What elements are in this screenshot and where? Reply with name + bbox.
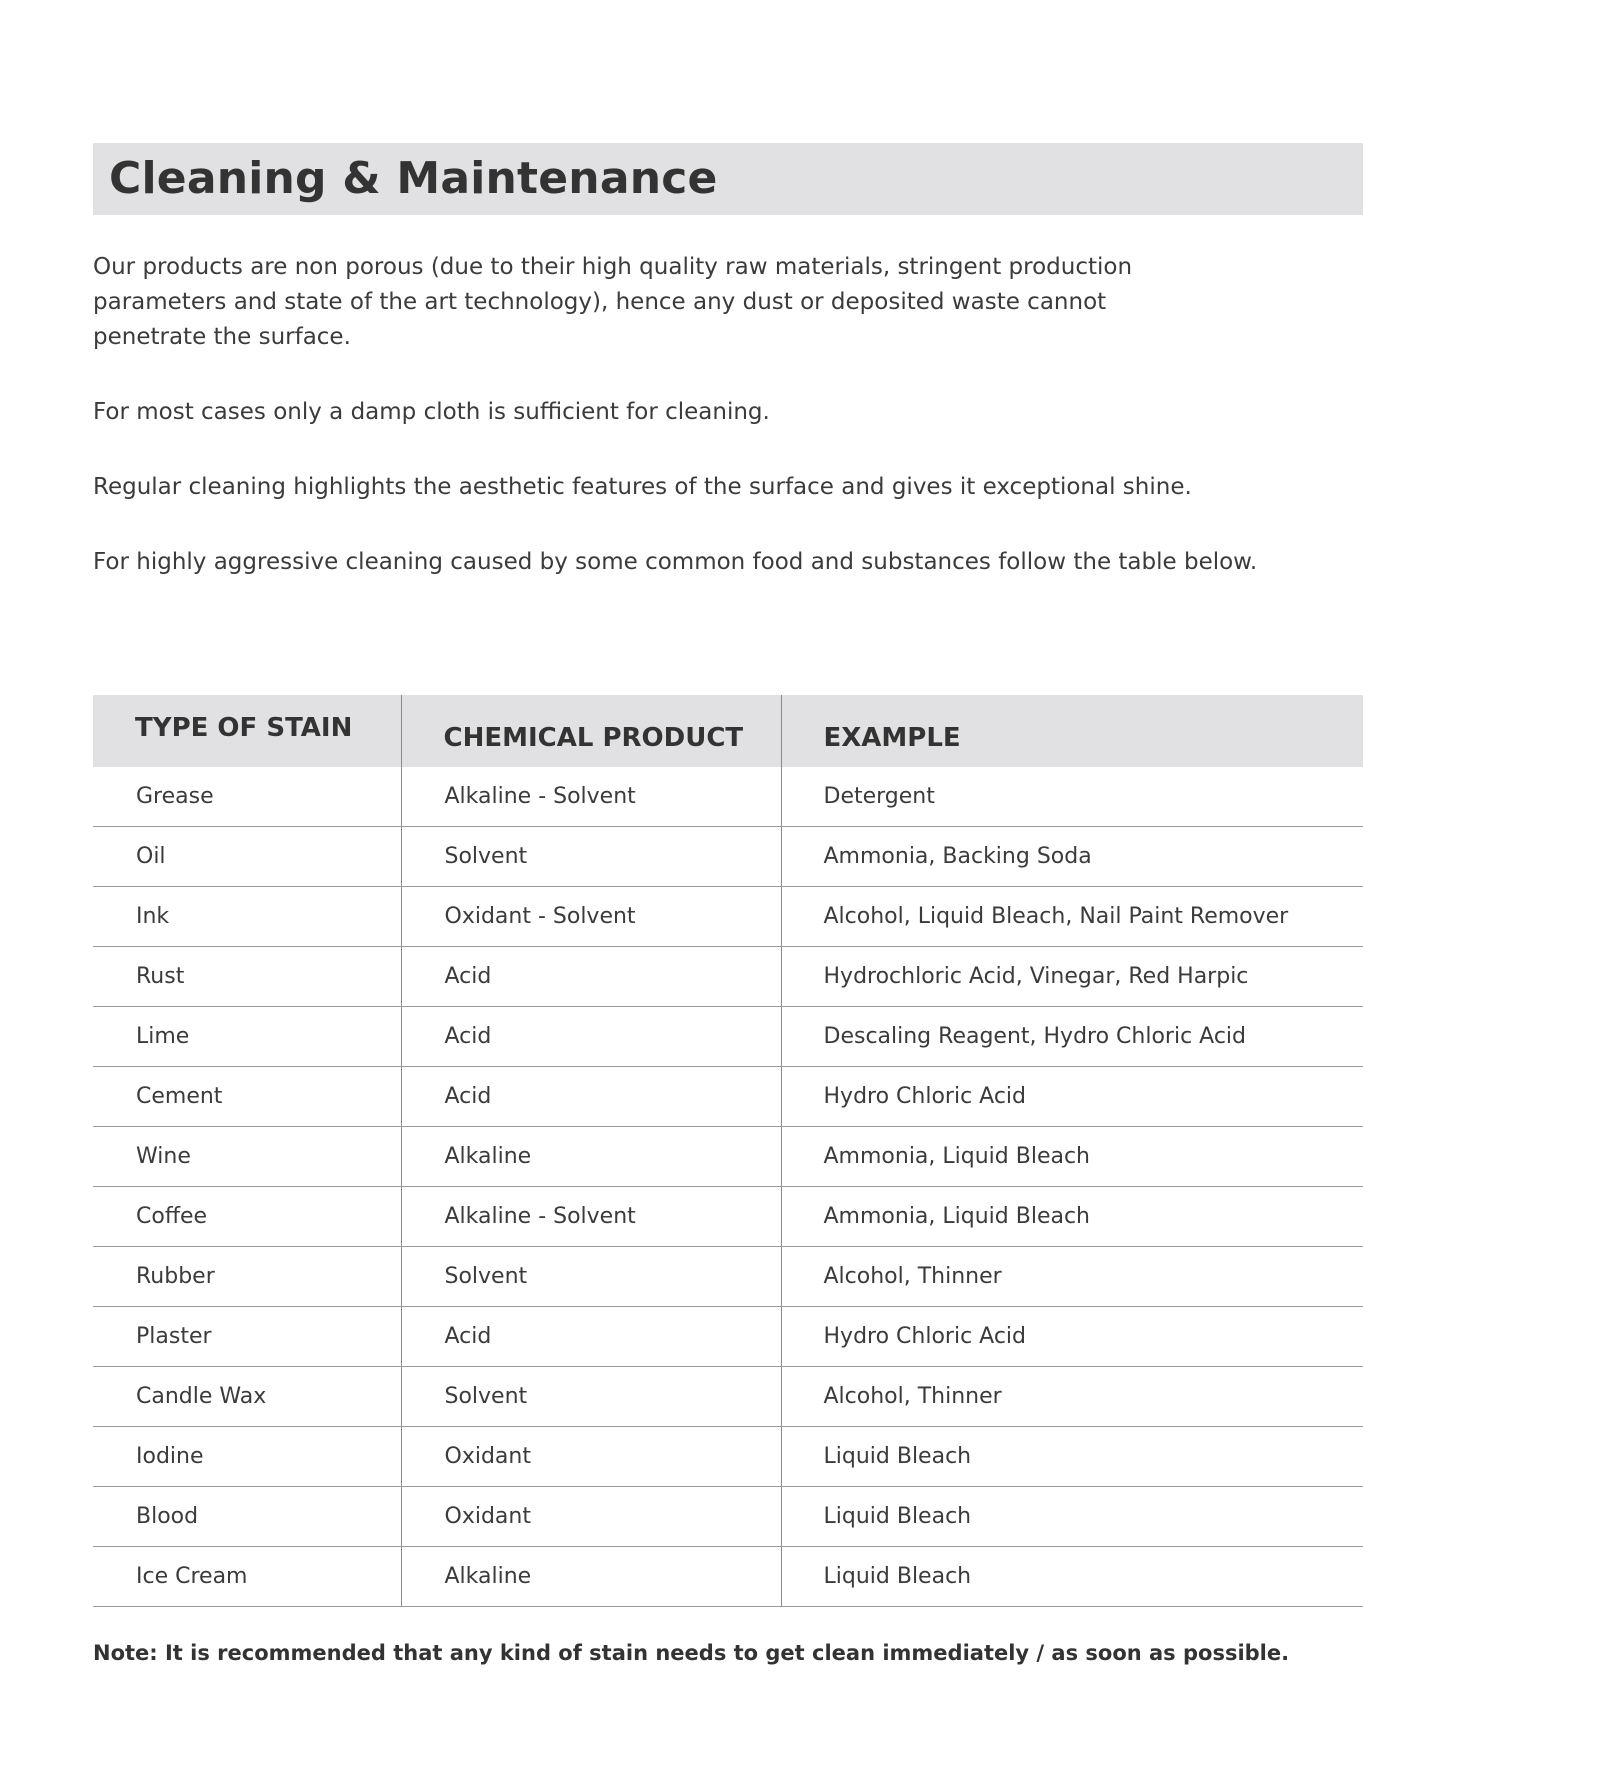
cell-example: Hydro Chloric Acid [781,1067,1363,1127]
table-row [93,1487,1363,1547]
table-row [93,1187,1363,1247]
cell-stain-type: Oil [93,827,401,887]
table-row [93,1547,1363,1607]
cell-chemical-product: Acid [401,947,781,1007]
cell-chemical-product: Acid [401,1307,781,1367]
cell-chemical-product: Alkaline - Solvent [401,1187,781,1247]
paragraph-regular-cleaning: Regular cleaning highlights the aesthetic features of the surface and gives it exceptional shine. [93,474,1192,500]
cell-example: Hydro Chloric Acid [781,1307,1363,1367]
table-row [93,1067,1363,1127]
header-example: EXAMPLE [823,723,961,753]
cell-chemical-product: Solvent [401,1367,781,1427]
cell-example: Liquid Bleach [781,1547,1363,1607]
cell-stain-type: Plaster [93,1307,401,1367]
cell-chemical-product: Alkaline - Solvent [401,767,781,827]
table-body [93,767,1363,1607]
cell-stain-type: Rubber [93,1247,401,1307]
table-row [93,1427,1363,1487]
cell-chemical-product: Oxidant [401,1427,781,1487]
cell-stain-type: Rust [93,947,401,1007]
table-row [93,887,1363,947]
cell-chemical-product: Oxidant [401,1487,781,1547]
cell-stain-type: Grease [93,767,401,827]
header-type-of-stain: TYPE OF STAIN [93,695,401,767]
cell-example: Descaling Reagent, Hydro Chloric Acid [781,1007,1363,1067]
table-row [93,1247,1363,1307]
table-row [93,947,1363,1007]
cell-stain-type: Ink [93,887,401,947]
stain-table [93,695,1363,1607]
cell-stain-type: Lime [93,1007,401,1067]
cell-example: Liquid Bleach [781,1427,1363,1487]
table-row [93,1307,1363,1367]
cell-chemical-product: Solvent [401,1247,781,1307]
paragraph-damp-cloth: For most cases only a damp cloth is sufficient for cleaning. [93,399,770,425]
cell-example: Ammonia, Liquid Bleach [781,1127,1363,1187]
cell-example: Detergent [781,767,1363,827]
title-bar [93,143,1363,215]
cell-example: Alcohol, Thinner [781,1247,1363,1307]
cell-chemical-product: Solvent [401,827,781,887]
intro-text [93,250,1293,620]
cell-example: Hydrochloric Acid, Vinegar, Red Harpic [781,947,1363,1007]
paragraph-porous: Our products are non porous (due to their high quality raw materials, stringent production parameters and state of the art technology), hence any dust or deposited waste cannot penetrate the surface. [93,254,1133,350]
table-header-row [93,695,1363,767]
cell-example: Liquid Bleach [781,1487,1363,1547]
cell-example: Alcohol, Thinner [781,1367,1363,1427]
cell-chemical-product: Acid [401,1007,781,1067]
cell-stain-type: Candle Wax [93,1367,401,1427]
cell-example: Alcohol, Liquid Bleach, Nail Paint Remover [781,887,1363,947]
page-title: Cleaning & Maintenance [109,153,718,204]
table-row [93,1007,1363,1067]
table-row [93,827,1363,887]
cell-example: Ammonia, Backing Soda [781,827,1363,887]
cell-stain-type: Cement [93,1067,401,1127]
paragraph-aggressive-cleaning: For highly aggressive cleaning caused by some common food and substances follow the table below. [93,549,1258,575]
cell-stain-type: Wine [93,1127,401,1187]
header-chemical-product: CHEMICAL PRODUCT [401,695,781,767]
note-text: Note: It is recommended that any kind of stain needs to get clean immediately / as soon as possible. [93,1641,1290,1665]
cell-stain-type: Iodine [93,1427,401,1487]
cell-stain-type: Coffee [93,1187,401,1247]
cell-chemical-product: Alkaline [401,1127,781,1187]
table-row [93,1127,1363,1187]
cell-example: Ammonia, Liquid Bleach [781,1187,1363,1247]
table-row [93,1367,1363,1427]
cell-stain-type: Blood [93,1487,401,1547]
table-row [93,767,1363,827]
cell-chemical-product: Oxidant - Solvent [401,887,781,947]
cell-stain-type: Ice Cream [93,1547,401,1607]
cell-chemical-product: Acid [401,1067,781,1127]
cell-chemical-product: Alkaline [401,1547,781,1607]
